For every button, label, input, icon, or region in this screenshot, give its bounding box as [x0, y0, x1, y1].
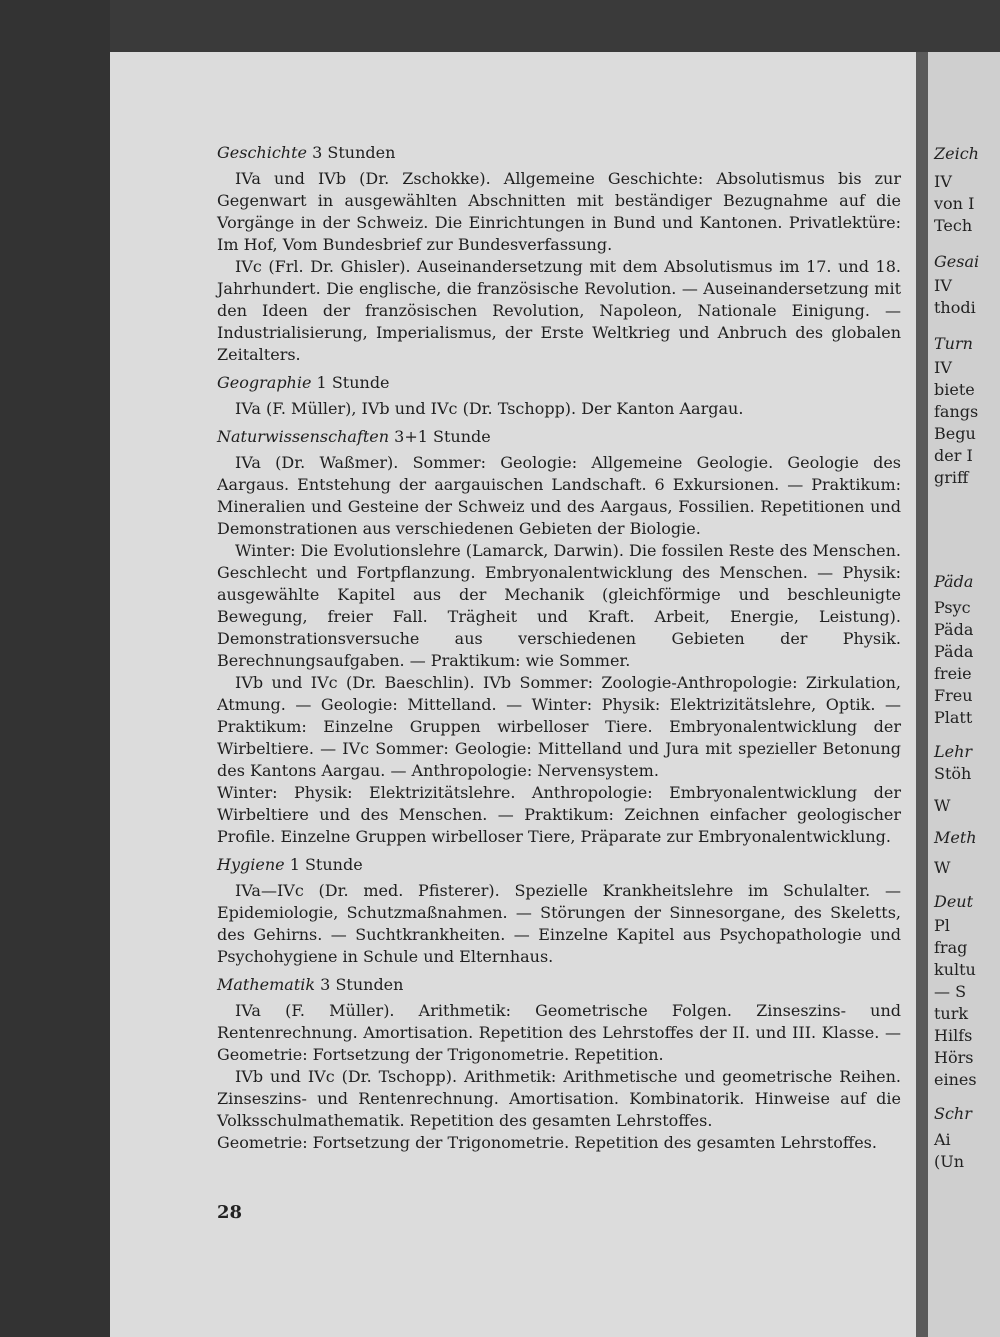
adjacent-page-text-fragment: (Un	[934, 1152, 965, 1171]
paragraph: IVa—IVc (Dr. med. Pfisterer). Spezielle Krankheitslehre im Schulalter. — Epidemiologie, Schutzmaßnahmen. — Störungen der Sinnesorgane, des Skeletts, des Gehirns. — Suchtkrankheiten. — Einzelne Kapitel aus Psychopathologie und Psychohygiene in Schule und Elternhaus.	[217, 881, 901, 966]
subject-hours: 3+1 Stunde	[394, 427, 491, 446]
paragraph: IVb und IVc (Dr. Baeschlin). IVb Sommer: Zoologie-Anthropologie: Zirkulation, Atmung. — Geologie: Mittelland. — Winter: Physik: Elektrizitätslehre, Optik. — Praktikum: Einzelne Gruppen wirbelloser Tiere. Embryonalentwicklung der Wirbeltiere. — IVc Sommer: Geologie: Mittelland und Jura mit spezieller Betonung des Kantons Aargau. — Anthropologie: Nervensystem.	[217, 673, 901, 780]
book-page	[110, 52, 918, 1337]
subject-hours: 1 Stunde	[289, 855, 363, 874]
adjacent-page-text-fragment: Päda	[934, 620, 974, 639]
adjacent-page-text-fragment: Turn	[934, 334, 973, 353]
section-heading	[217, 142, 901, 164]
adjacent-page-text-fragment: W	[934, 796, 951, 815]
adjacent-page-text-fragment: IV	[934, 358, 952, 377]
adjacent-page-text-fragment: Lehr	[934, 742, 973, 761]
adjacent-page-text-fragment: IV	[934, 172, 952, 191]
scan-top-edge	[110, 0, 1000, 52]
adjacent-page-text-fragment: Tech	[934, 216, 973, 235]
adjacent-page-text-fragment: freie	[934, 664, 972, 683]
adjacent-page-edge	[928, 52, 1000, 1337]
subject-name: Naturwissenschaften	[217, 427, 390, 446]
scan-left-border	[0, 0, 110, 1337]
adjacent-page-text-fragment: IV	[934, 276, 952, 295]
subject-hours: 3 Stunden	[320, 975, 404, 994]
page-number: 28	[217, 1202, 243, 1223]
page-content	[217, 142, 901, 1160]
adjacent-page-text-fragment: Zeich	[934, 144, 979, 163]
subject-name: Geschichte	[217, 143, 308, 162]
section-mathematik	[217, 974, 901, 1154]
adjacent-page-text-fragment: thodi	[934, 298, 976, 317]
paragraph: Winter: Physik: Elektrizitätslehre. Anthropologie: Embryonalentwicklung der Wirbeltiere und des Menschen. — Praktikum: Zeichnen einfacher geologischer Profile. Einzelne Gruppen wirbelloser Tiere, Präparate zur Embryonalentwicklung.	[217, 783, 901, 846]
subject-hours: 3 Stunden	[312, 143, 396, 162]
adjacent-page-text-fragment: Päda	[934, 572, 974, 591]
section-heading	[217, 372, 901, 394]
adjacent-page-text-fragment: Hilfs	[934, 1026, 973, 1045]
subject-name: Mathematik	[217, 975, 316, 994]
section-geschichte	[217, 142, 901, 366]
subject-hours: 1 Stunde	[316, 373, 390, 392]
adjacent-page-text-fragment: Deut	[934, 892, 974, 911]
paragraph: IVa (F. Müller). Arithmetik: Geometrische Folgen. Zinseszins- und Rentenrechnung. Amortisation. Repetition des Lehrstoffes der II. und III. Klasse. — Geometrie: Fortsetzung der Trigonometrie. Repetition.	[217, 1001, 901, 1064]
section-heading	[217, 974, 901, 996]
paragraph: IVa (F. Müller), IVb und IVc (Dr. Tschopp). Der Kanton Aargau.	[235, 399, 744, 418]
adjacent-page-text-fragment: Begu	[934, 424, 976, 443]
adjacent-page-text-fragment: — S	[934, 982, 967, 1001]
adjacent-page-text-fragment: Pl	[934, 916, 950, 935]
adjacent-page-text-fragment: Schr	[934, 1104, 972, 1123]
adjacent-page-text-fragment: griff	[934, 468, 969, 487]
adjacent-page-text-fragment: Gesai	[934, 252, 980, 271]
adjacent-page-text-fragment: Ai	[934, 1130, 951, 1149]
section-hygiene	[217, 854, 901, 968]
paragraph: IVc (Frl. Dr. Ghisler). Auseinandersetzung mit dem Absolutismus im 17. und 18. Jahrhundert. Die englische, die französische Revolution. — Auseinandersetzung mit den Ideen der französischen Revolution, Napoleon, Nationale Einigung. — Industrialisierung, Imperialismus, der Erste Weltkrieg und Anbruch des globalen Zeitalters.	[217, 257, 901, 364]
adjacent-page-text-fragment: fangs	[934, 402, 979, 421]
adjacent-page-text-fragment: von I	[934, 194, 975, 213]
section-geographie	[217, 372, 901, 420]
subject-name: Geographie	[217, 373, 312, 392]
adjacent-page-text-fragment: Stöh	[934, 764, 972, 783]
adjacent-page-text-fragment: Päda	[934, 642, 974, 661]
adjacent-page-text-fragment: kultu	[934, 960, 976, 979]
adjacent-page-text-fragment: biete	[934, 380, 975, 399]
section-heading	[217, 854, 901, 876]
adjacent-page-text-fragment: Psyc	[934, 598, 971, 617]
adjacent-page-text-fragment: Platt	[934, 708, 973, 727]
adjacent-page-text-fragment: eines	[934, 1070, 977, 1089]
section-naturwissenschaften	[217, 426, 901, 848]
adjacent-page-text-fragment: W	[934, 858, 951, 877]
paragraph: IVa und IVb (Dr. Zschokke). Allgemeine Geschichte: Absolutismus bis zur Gegenwart in ausgewählten Abschnitten mit beständiger Bezugnahme auf die Vorgänge in der Schweiz. Die Einrichtungen in Bund und Kantonen. Privatlektüre: Im Hof, Vom Bundesbrief zur Bundesverfassung.	[217, 169, 901, 254]
book-gutter	[916, 52, 928, 1337]
section-heading	[217, 426, 901, 448]
paragraph: IVb und IVc (Dr. Tschopp). Arithmetik: Arithmetische und geometrische Reihen. Zinseszins- und Rentenrechnung. Amortisation. Kombinatorik. Hinweise auf die Volksschulmathematik. Repetition des gesamten Lehrstoffes.	[217, 1067, 901, 1130]
paragraph: Winter: Die Evolutionslehre (Lamarck, Darwin). Die fossilen Reste des Menschen. Geschlecht und Fortpflanzung. Embryonalentwicklung des Menschen. — Physik: ausgewählte Kapitel aus der Mechanik (gleichförmige und beschleunigte Bewegung, freier Fall. Trägheit und Kraft. Arbeit, Energie, Leistung). Demonstrationsversuche aus verschiedenen Gebieten der Physik. Berechnungsaufgaben. — Praktikum: wie Sommer.	[217, 541, 901, 670]
paragraph: Geometrie: Fortsetzung der Trigonometrie. Repetition des gesamten Lehrstoffes.	[217, 1133, 877, 1152]
adjacent-page-text-fragment: frag	[934, 938, 968, 957]
subject-name: Hygiene	[217, 855, 285, 874]
adjacent-page-text-fragment: Freu	[934, 686, 973, 705]
adjacent-page-text-fragment: turk	[934, 1004, 969, 1023]
adjacent-page-text-fragment: Meth	[934, 828, 977, 847]
adjacent-page-text-fragment: der I	[934, 446, 973, 465]
paragraph: IVa (Dr. Waßmer). Sommer: Geologie: Allgemeine Geologie. Geologie des Aargaus. Entstehung der aargauischen Landschaft. 6 Exkursionen. — Praktikum: Mineralien und Gesteine der Schweiz und des Aargaus, Fossilien. Repetitionen und Demonstrationen aus verschiedenen Gebieten der Biologie.	[217, 453, 901, 538]
adjacent-page-text-fragment: Hörs	[934, 1048, 974, 1067]
